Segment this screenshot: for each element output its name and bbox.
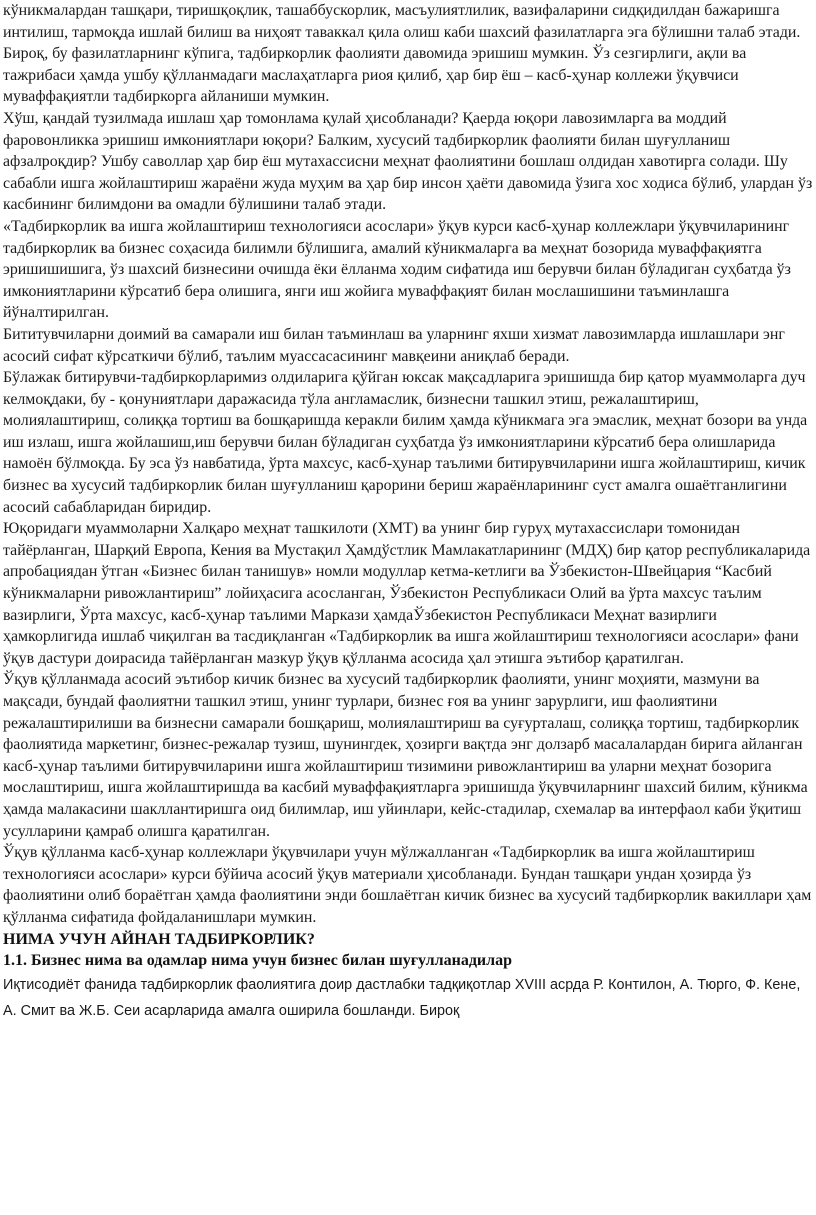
paragraph-ilo-program: Юқоридаги муаммоларни Халқаро меҳнат ташкилоти (ХМТ) ва унинг бир гуруҳ мутахассислари томонидан тайёрланган, Шарқий Европа, Кения ва Мустақил Ҳамдўстлик Мамлакатларининг (МДҲ) бир қатор республикаларида апробациядан ўтган «Бизнес билан танишув» номли модуллар кетма-кетлиги ва Ўзбекистон-Швейцария “Касбий кўникмаларни ривожлантириш” лойиҳасига асосланган, Ўзбекистон Республикаси Олий ва ўрта махсус таълим вазирлиги, Ўрта махсус, касб-ҳунар таълими Маркази ҳамдаЎзбекистон Республикаси Меҳнат вазирлиги ҳамкорлигида ишлаб чиқилган ва тасдиқланган «Тадбиркорлик ва ишга жойлаштириш технологияси асослари» фани ўқув дастури доирасида тайёрланган мазкур ўқув қўлланма асосида ҳал этишга эътибор қаратилган. (3, 520, 811, 667)
subsection-heading: 1.1. Бизнес нима ва одамлар нима учун бизнес билан шуғулланадилар (3, 952, 512, 970)
paragraph-manual-focus: Ўқув қўлланмада асосий эътибор кичик бизнес ва хусусий тадбиркорлик фаолияти, унинг моҳияти, мазмуни ва мақсади, бундай фаолиятни ташкил этиш, унинг турлари, бизнес ғоя ва унинг зарурлиги, иш фаолиятини режалаштирилиши ва бизнесни самарали бошқариш, молиялаштириш ва суғурталаш, солиққа тортиш, тадбиркорлик фаолиятида маркетинг, бизнес-режалар тузиш, шунингдек, ҳозирги вақтда энг долзарб масалалардан бирига айланган касб-ҳунар таълими битирувчиларини ишга жойлаштириш тизимини ривожлантириш ва уларни меҳнат бозорига мослаштириш, ишга жойлаштиришда ва касбий муваффақиятларга эришишда ўқувчиларнинг шахсий билим, кўникма ҳамда малакасини шакллантиришга оид билимлар, иш уйинлари, кейс-стадилар, схемалар ва интерфаол каби ўқитиш усулларини қамраб олишга қаратилган. (3, 671, 808, 840)
paragraph-manual-audience: Ўқув қўлланма касб-ҳунар коллежлари ўқувчилари учун мўлжалланган «Тадбиркорлик ва ишга жойлаштириш технологияси асослари» курси бўйича асосий ўқув материали ҳисобланади. Бундан ташқари ундан ҳозирда ўз фаолиятини олиб бораётган ҳамда фаолиятини энди бошлаётган кичик бизнес ва хусусий тадбиркорлик вакиллари ҳам қўлланма сифатида фойдаланишлари мумкин. (3, 844, 812, 926)
section-heading: НИМА УЧУН АЙНАН ТАДБИРКОРЛИК? (3, 930, 315, 948)
paragraph-work-structure-questions: Хўш, қандай тузилмада ишлаш ҳар томонлама қулай ҳисобланади? Қаерда юқори лавозимларга ва моддий фаровонликка эришиш имкониятлари юқори? Балким, хусусий тадбиркорлик фаолияти билан шуғулланиш афзалроқдир? Ушбу саволлар ҳар бир ёш мутахассисни меҳнат фаолиятини бошлаш олдидан хавотирга солади. Шу сабабли ишга жойлаштириш жараёни жуда муҳим ва ҳар бир инсон ҳаёти давомида ўзига хос ходиса бўлиб, улардан ўз касбининг билимдони ва омадли бўлишини талаб этади. (3, 109, 813, 214)
paragraph-economics-history: Иқтисодиёт фанида тадбиркорлик фаолиятига доир дастлабки тадқиқотлар XVIII асрда Р. Контилон, А. Тюрго, Ф. Кене, А. Смит ва Ж.Б. Сеи асарларида амалга оширила бошланди. Бироқ (3, 976, 801, 1020)
paragraph-course-purpose: «Тадбиркорлик ва ишга жойлаштириш технологияси асослари» ўқув курси касб-ҳунар коллежлари ўқувчиларининг тадбиркорлик ва бизнес соҳасида билимли бўлишига, амалий кўникмаларга ва меҳнат бозорида муваффақиятга эришишишига, ўз шахсий бизнесини очишда ёки ёлланма ходим сифатида иш берувчи билан бўладиган суҳбатда ўз имкониятларини кўрсатиб бера олишига, янги иш жойига муваффақият билан мослашишини таъминлашга йўналтирилган. (3, 217, 791, 322)
paragraph-graduate-employment: Бититувчиларни доимий ва самарали иш билан таъминлаш ва уларнинг яхши хизмат лавозимларда ишлашлари энг асосий сифат кўрсаткичи бўлиб, таълим муассасасининг мавқеини аниқлаб беради. (3, 325, 785, 365)
paragraph-personal-qualities: кўникмалардан ташқари, тиришқоқлик, ташаббускорлик, масъулиятлилик, вазифаларини сидқидилдан бажаришга интилиш, тармоқда ишлай билиш ва ниҳоят таваккал қила олиш каби шахсий фазилатларга эга бўлишни талаб этади. Бироқ, бу фазилатларнинг кўпига, тадбиркорлик фаолияти давомида эришиш мумкин. Ўз сезгирлиги, ақли ва тажрибаси ҳамда ушбу қўлланмадаги маслаҳатларга риоя қилиб, ҳар бир ёш – касб-ҳунар коллежи ўқувчиси муваффақиятли тадбиркорга айланиши мумкин. (3, 2, 801, 106)
paragraph-graduate-problems: Бўлажак битирувчи-тадбиркорларимиз олдиларига қўйган юксак мақсадларига эришишда бир қатор муаммоларга дуч келмоқдаки, бу - қонуниятлари даражасида тўла англамаслик, бизнесни ташкил этиш, режалаштириш, молиялаштириш, солиққа тортиш ва бошқаришда керакли билим ҳамда кўникмага эга эмаслик, меҳнат бозори ва унда иш излаш, ишга жойлашиш,иш берувчи билан бўладиган суҳбатда ўз имкониятларини кўрсатиб бера олишларида намоён бўлмоқда. Бу эса ўз навбатида, ўрта махсус, касб-ҳунар таълими битирувчиларини ишга жойлаштириш, кичик бизнес ва хусусий тадбиркорлик билан шуғулланиш қарорини бериш жараёнларининг суст амалга ошаётганлигини асосий сабабларидан биридир. (3, 369, 808, 516)
